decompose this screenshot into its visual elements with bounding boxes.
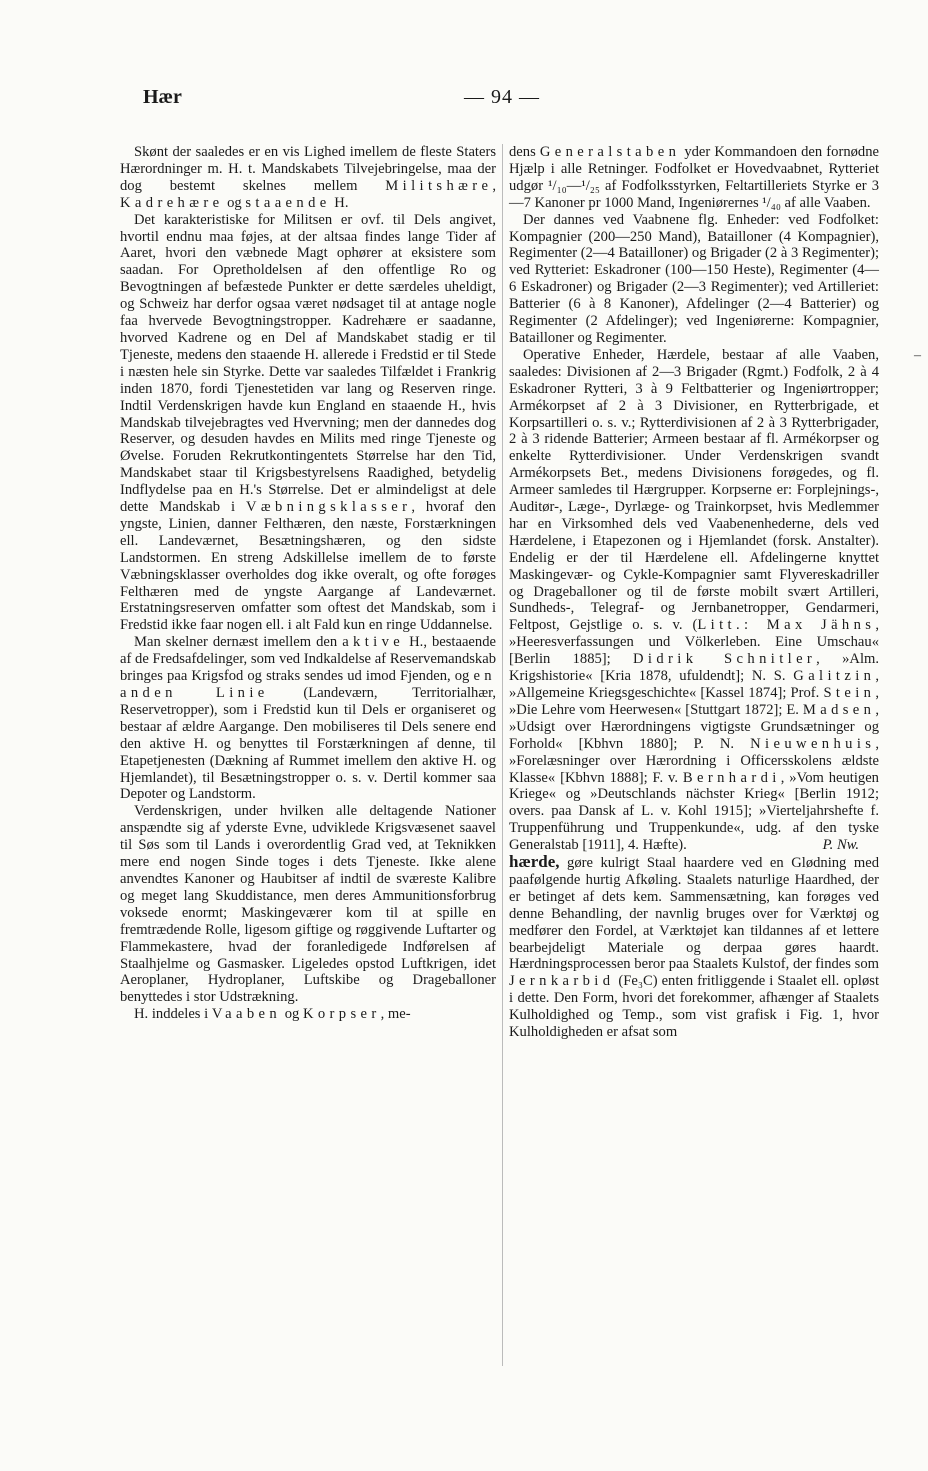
author-signature: P. Nw. [822,837,859,854]
header-word: Hær [143,86,182,108]
page-number: — 94 — [464,86,540,108]
spaced-term: Galitzin [793,668,876,685]
column-divider [502,144,503,1366]
spaced-term: Væbningsklasser [245,499,412,516]
spaced-term: en anden Linie [120,668,496,701]
paragraph: H. inddeles i Vaaben og Korpser, me- [134,1006,411,1023]
paragraph: Det karakteristiske for Militsen er ovf. til Dels angivet, hvortil endnu maa føjes, at der altsaa findes lange Tider af Aaret, hvori den væbnede Magt ophører at eksistere som saadan. For Opretholdelsen af den offentlige Ro og Bevogtningen af befæstede Punkter er dette særdeles uheldigt, og Schweiz har derfor ogsaa været nødsaget til at antage nogle faa hvervede Bevogtningstropper. Kadrehære er saadanne, hvorved Kadrene og en Del af Mandskabet stadig er til Tjeneste, medens den staaende H. allerede i Fredstid er til Stede i næsten hele sin Styrke. Dette var saaledes Tilfældet i Frankrig inden 1870, fordi Tjenestetiden var lang og Reserven ringe. Indtil Verdenskrigen havde kun England en staaende H., hvis Mandskab tilvejebragtes ved Hvervning; men der dannedes dog Reserver, og desuden havdes en Milits med ringe Tjeneste og Øvelse. Foruden Rekrutkontingentets Størrelse har den Tid, Mandskabet staar til Krigsbestyrelsens Raadighed, betydelig Indflydelse paa en H.'s Størrelse. Det er almindeligst at dele dette Mandskab i Væbningsklasser, hvoraf den yngste, Linien, danner Felthæren, den næste, Forstærkningen ell. Landeværnet, Besætningshæren, og den sidste Landstormen. En streng Adskillelse imellem de to første Væbningsklasser overholdes dog ikke overalt, og ofte forøges Felthæren med de yngste Aargange af Landeværnet. Erstatningsreserven omfatter som oftest det Mandskab, som i Fredstid ikke faar nogen ell. i alt Fald kun en ringe Uddannelse. [120,211,496,634]
margin-mark: – [914,348,921,363]
right-column [509,144,879,1041]
spaced-term: Bernhardi [682,769,781,786]
spaced-term: Vaaben [211,1006,282,1023]
paragraph: Verdenskrigen, under hvilken alle deltagende Nationer anspændte sig af yderste Evne, udviklede Krigsvæsenet saavel til Søs som til Lands i overordentlig Grad ved, at Teknikken mere end nogen Sinde toges i dets Tjeneste. Ikke alene anvendtes Kanoner og Haubitser af indtil de sværeste Kalibre og meget lang Skuddistance, men deres Ammunitionsforbrug voksede enormt; Maskingeværer kom til at spille en fremtrædende Rolle, ligesom giftige og røggivende Luftarter og Flammekastere, hvad der foranledigede Indførelsen af Staalhjelme og Gasmasker. Ligeledes opstod Luftkrigen, idet Aeroplaner, Hydroplaner, Luftskibe og Drageballoner benyttedes i stor Udstrækning. [120,803,496,1006]
spaced-term: Jernkarbid [509,973,615,990]
spaced-term: Korpser [302,1006,381,1023]
spaced-term: Nieuwenhuis [750,735,876,752]
paragraph: Der dannes ved Vaabnene flg. Enheder: ved Fodfolket: Kompagnier (200—250 Mand), Batailloner (4 Kompagnier), Regimenter (2—4 Batailloner) og Brigader (2 à 3 Regimenter); ved Rytteriet: Eskadroner (100—150 Heste), Regimenter (4—6 Eskadroner) og Brigader (2—3 Regimenter); ved Artilleriet: Batterier (6 à 8 Kanoner), Afdelinger (2—4 Batterier) og Regimenter (2 Afdelinger); ved Ingeniørerne: Kompagnier, Batailloner og Regimenter. [509,211,879,346]
spaced-term: aktive [342,634,405,651]
paragraph: Operative Enheder, Hærdele, bestaar af alle Vaaben, saaledes: Divisionen af 2—3 Brigader (Rgmt.) Fodfolk, 2 à 4 Eskadroner Rytteri, 3 à 9 Feltbatterier og Ingeniørtropper; Armékorpset af 2 à 3 Divisioner, en Rytterbrigade, et Korpsartilleri o. s. v.; Rytterdivisionen af 2 à 3 Rytterbrigader, 2 à 3 ridende Batterier; Armeen bestaar af fl. Armékorpser og enkelte Rytterdivisioner. Under Verdenskrigen svandt Armékorpsets Bet., medens Divisionens forøgedes, og fl. Armeer samledes til Hærgrupper. Korpserne er: Forplejnings-, Auditør-, Læge-, Dyrlæge- og Trainkorpset, hvis Medlemmer har en Virksomhed dels ved Vaabenenhederne, dels ved Hærdelene, i Etapezonen og i Hjemlandet (forsk. Anstalter). Endelig er der til Hærdelene ell. Afdelingerne knyttet Maskingevær- og Cykle-Kompagnier samt Flyvereskadriller og Drageballoner og til de første mobilt svært Artilleri, Sundheds-, Telegraf- og Jernbanetropper, Gendarmeri, Feltpost, Gejstlige o. s. v. (Litt.: Max Jähns, »Heeresverfassungen und Völkerleben. Eine Umschau« [Berlin 1885]; Didrik Schnitler, »Alm. Krigshistorie« [Kria 1878, ufuldendt]; N. S. Galitzin, »Allgemeine Kriegsgeschichte« [Kassel 1874]; Prof. Stein, »Die Lehre vom Heerwesen« [Stuttgart 1872]; E. Madsen, »Udsigt over Hærordningens vigtigste Grundsætninger og Forhold« [Kbhvn 1880]; P. N. Nieuwenhuis, »Forelæsninger over Hærordning i Officersskolens ældste Klasse« [Kbhvn 1888]; F. v. Bernhardi, »Vom heutigen Kriege« og »Deutschlands nächster Krieg« [Berlin 1912; overs. paa Dansk af L. v. Kohl 1915]; »Vierteljahrshefte f. Truppenführung und Truppenkunde«, udg. af den tyske Generalstab [1911], 4. Hæfte). [509,346,879,854]
spaced-term: Litt.: Max Jähns [697,617,876,634]
paragraph: dens Generalstaben yder Kommandoen den fornødne Hjælp i alle Retninger. Fodfolket er Hovedvaabnet, Rytteriet udgør ¹/₁₀—¹/₂₅ af Fodfolksstyrken, Feltartilleriets Styrke er 3—7 Kanoner pr 1000 Mand, Ingeniørernes ¹/₄₀ af alle Vaaben. [509,144,879,211]
spaced-term: Generalstaben [539,144,681,160]
left-column [120,144,496,1023]
spaced-term: Stein [823,685,876,701]
paragraph: Skønt der saaledes er en vis Lighed imellem de fleste Staters Hærordninger m. H. t. Mandskabets Tilvejebringelse, maa der dog bestemt skelnes mellem Militshære, Kadrehære og staaende H. [120,144,496,211]
spaced-term: Kadrehære [120,194,224,211]
spaced-term: Militshære [385,177,493,194]
entry-headword: hærde, [509,851,560,871]
spaced-term: Madsen [802,701,876,718]
running-header [0,86,928,116]
paragraph: hærde, gøre kulrigt Staal haardere ved en Glødning med paafølgende hurtig Afkøling. Staalets naturlige Haardhed, der er betinget af dets kem. Sammensætning, kan forøges ved denne Behandling, der navnlig bruges over for Værktøj og medfører den Fordel, at Værktøjet kan tildannes af et lettere bearbejdeligt Materiale og derpaa gøres haardt. Hærdningsprocessen beror paa Staalets Kulstof, der findes som Jernkarbid (Fe₃C) enten fritliggende i Staalet ell. opløst i dette. Den Form, hvori det forekommer, afhænger af Staalets Kulholdighed og Temp., som vist grafisk i Fig. 1, hvor Kulholdigheden er afsat som [509,851,879,1041]
spaced-term: Didrik Schnitler [633,651,817,668]
spaced-term: staaende [245,194,331,211]
paragraph: Man skelner dernæst imellem den aktive H., bestaaende af de Fredsafdelinger, som ved Indkaldelse af Reservemandskab bringes paa Krigsfod og straks sendes ud imod Fjenden, og en anden Linie (Landeværn, Territorialhær, Reservetropper), som i Fredstid kun til Dels er organiseret og bestaar af ældre Aargange. Den mobiliseres til Dels senere end den aktive H. og benyttes til Forstærkningen af denne, til Etapetjenesten (Dækning af Rummet imellem den aktive H. og Hjemlandet), til Besætningstropper o. s. v. Dertil kommer saa Depoter og Landstorm. [120,634,496,803]
